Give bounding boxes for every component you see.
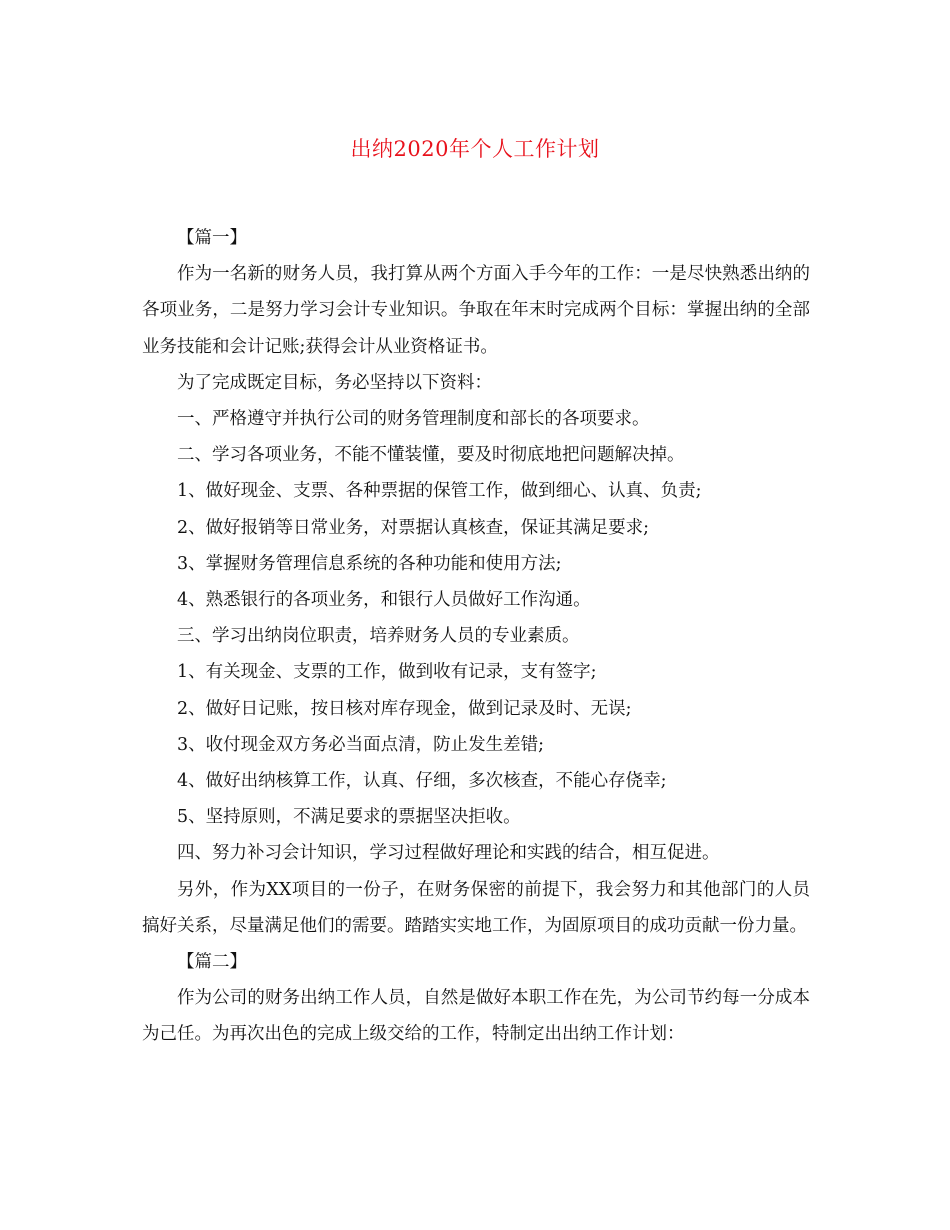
list-item: 1、做好现金、支票、各种票据的保管工作，做到细心、认真、负责; — [177, 481, 702, 502]
list-item: 一、严格遵守并执行公司的财务管理制度和部长的各项要求。 — [177, 409, 650, 430]
paragraph: 作为公司的财务出纳工作人员，自然是做好本职工作在先，为公司节约每一分成本为己任。为再次出色的完成上级交给的工作，特制定出出纳工作计划： — [142, 988, 810, 1045]
list-item: 2、做好日记账，按日核对库存现金，做到记录及时、无误; — [177, 698, 632, 719]
list-item: 3、掌握财务管理信息系统的各种功能和使用方法; — [177, 553, 562, 574]
section-heading: 【篇一】 — [177, 228, 247, 248]
list-item: 5、坚持原则，不满足要求的票据坚决拒收。 — [177, 807, 521, 828]
section-heading: 【篇二】 — [177, 952, 247, 973]
list-item: 1、有关现金、支票的工作，做到收有记录，支有签字; — [177, 662, 597, 683]
paragraph: 另外，作为XX项目的一份子，在财务保密的前提下，我会努力和其他部门的人员搞好关系，尽量满足他们的需要。踏踏实实地工作，为固原项目的成功贡献一份力量。 — [142, 879, 810, 936]
list-item: 三、学习出纳岗位职责，培养财务人员的专业素质。 — [177, 626, 580, 647]
list-item: 2、做好报销等日常业务，对票据认真核查，保证其满足要求; — [177, 517, 650, 538]
paragraph: 作为一名新的财务人员，我打算从两个方面入手今年的工作：一是尽快熟悉出纳的各项业务，二是努力学习会计专业知识。争取在年末时完成两个目标：掌握出纳的全部业务技能和会计记账;获得会计从业资格证书。 — [142, 264, 810, 357]
list-item: 二、学习各项业务，不能不懂装懂，要及时彻底地把问题解决掉。 — [177, 445, 685, 466]
paragraph: 为了完成既定目标，务必坚持以下资料： — [177, 372, 492, 393]
document-title: 出纳2020年个人工作计划 — [350, 137, 600, 161]
list-item: 4、做好出纳核算工作，认真、仔细，多次核查，不能心存侥幸; — [177, 771, 667, 792]
document-body — [142, 220, 810, 1053]
list-item: 四、努力补习会计知识，学习过程做好理论和实践的结合，相互促进。 — [177, 843, 720, 864]
list-item: 3、收付现金双方务必当面点清，防止发生差错; — [177, 734, 545, 755]
list-item: 4、熟悉银行的各项业务，和银行人员做好工作沟通。 — [177, 590, 591, 611]
